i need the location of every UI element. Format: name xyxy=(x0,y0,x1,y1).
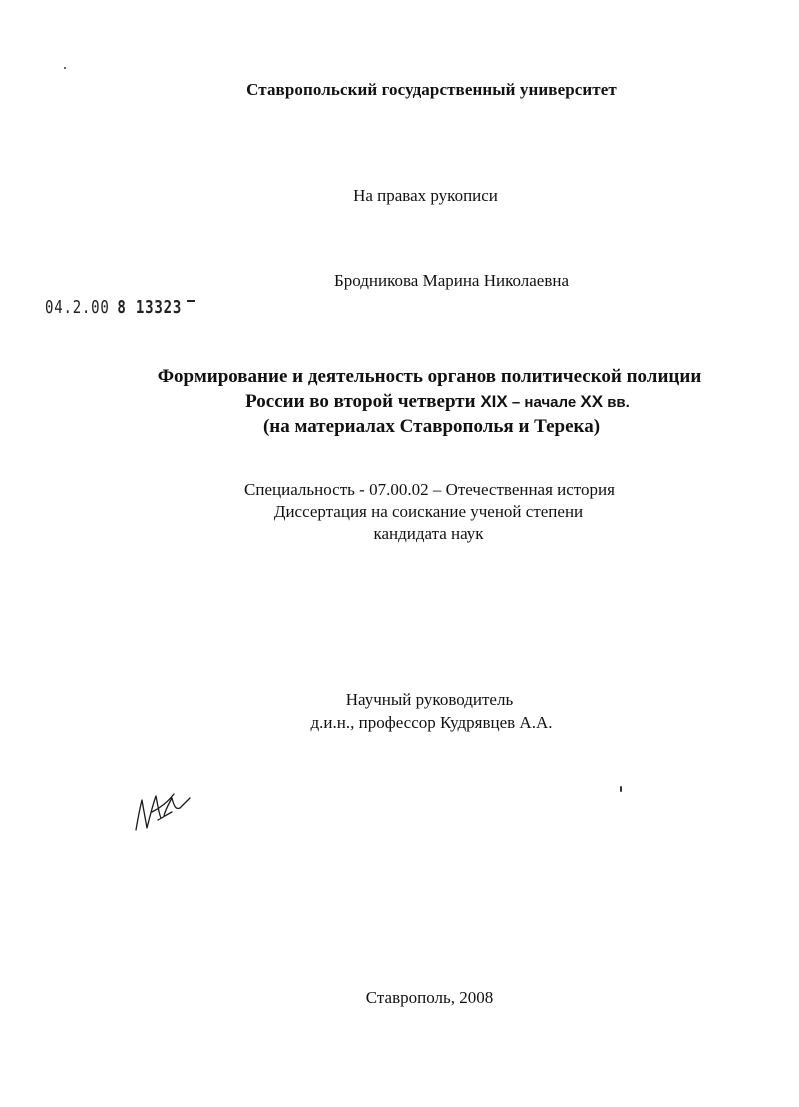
stamp-dash xyxy=(187,300,195,302)
title-roman-19: XIX xyxy=(480,392,508,411)
archive-stamp xyxy=(45,297,182,318)
handwritten-signature-icon xyxy=(128,778,198,838)
thesis-title-line-3: (на материалах Ставрополья и Терека) xyxy=(262,416,601,437)
degree-line: кандидата наук xyxy=(373,524,484,543)
specialty-line: Специальность - 07.00.02 – Отечественная история xyxy=(244,480,615,499)
title-roman-20: XX xyxy=(580,392,604,411)
advisor-name: д.и.н., профессор Кудрявцев А.А. xyxy=(310,713,553,732)
thesis-title-line-1: Формирование и деятельность органов политической полиции xyxy=(157,366,702,387)
university-name: Ставропольский государственный университет xyxy=(246,80,617,99)
author-name: Бродникова Марина Николаевна xyxy=(333,271,570,290)
scan-speck xyxy=(620,786,622,792)
stamp-date: 04.2.00 xyxy=(45,297,110,318)
stamp-number: 8 13323 xyxy=(117,297,183,318)
dissertation-line: Диссертация на соискание ученой степени xyxy=(273,502,584,521)
title-line-2-main: России во второй четверти xyxy=(245,391,481,412)
title-line-2-mid: – начале xyxy=(507,394,581,411)
scan-speck xyxy=(64,67,66,69)
city-year: Ставрополь, 2008 xyxy=(365,988,494,1007)
advisor-label: Научный руководитель xyxy=(345,690,514,709)
title-line-2-end: вв. xyxy=(603,394,630,411)
thesis-title-line-2 xyxy=(38,391,799,413)
manuscript-note: На правах рукописи xyxy=(353,186,498,205)
